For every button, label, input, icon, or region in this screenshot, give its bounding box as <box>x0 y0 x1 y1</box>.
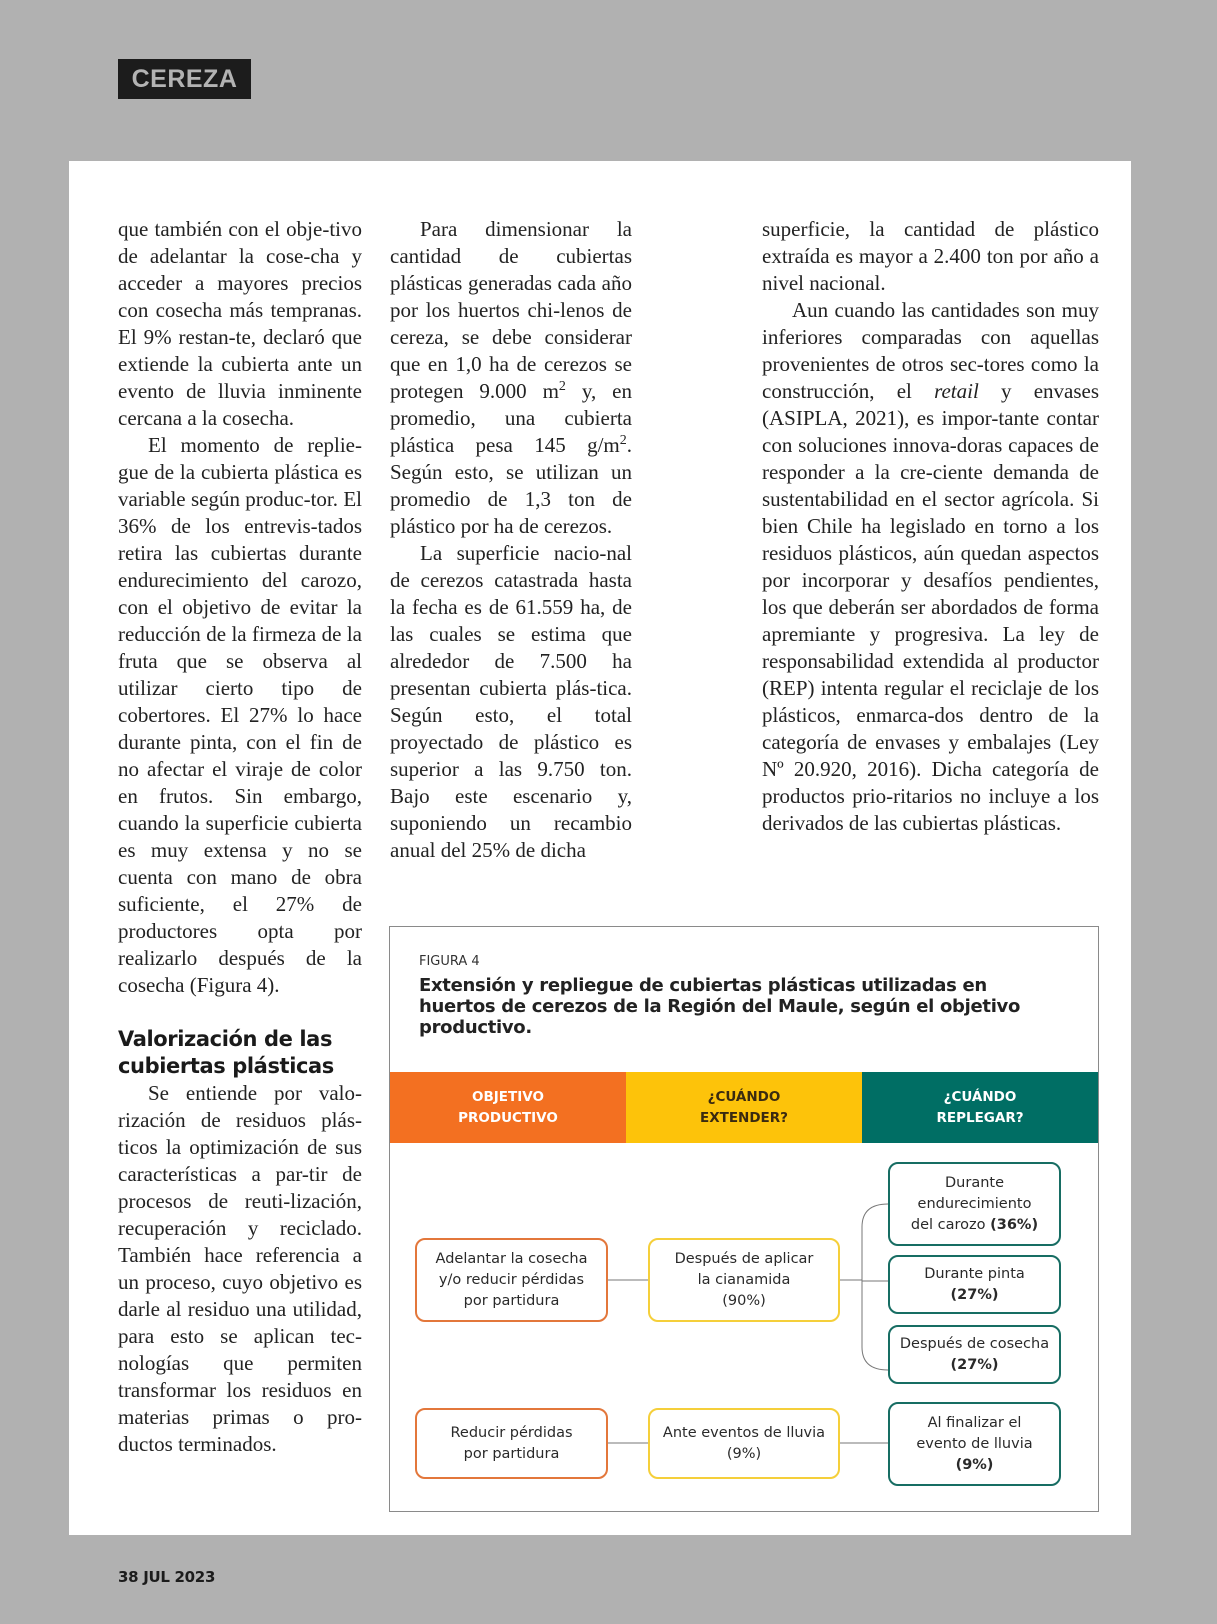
paragraph: Aun cuando las cantidades son muy inferiores comparadas con aquellas provenientes de otros sec-tores como la construcción, el retail y envases (ASIPLA, 2021), es impor-tante contar con soluciones innova-doras capaces de responder a la cre-ciente demanda de sustentabilidad en el sector agrícola. Si bien Chile ha legislado en torno a los residuos plásticos, aún quedan aspectos por incorporar y desafíos pendientes, los que deberán ser abordados de forma apremiante y progresiva. La ley de responsabilidad extendida al productor (REP) intenta regular el reciclaje de los plásticos, enmarca-dos dentro de la categoría de envases y embalajes (Ley Nº 20.920, 2016). Dicha categoría de productos prio-ritarios no incluye a los derivados de las cubiertas plásticas. <box>762 298 1100 835</box>
page-footer: 38 JUL 2023 <box>118 1568 216 1586</box>
paragraph: superficie, la cantidad de plástico extraída es mayor a 2.400 ton por año a nivel nacional. <box>762 217 1099 295</box>
bracket <box>862 1204 888 1370</box>
node-objective-reduce-cracking: Reducir pérdidas por partidura <box>415 1408 608 1479</box>
text-column-1 <box>118 216 362 1458</box>
node-extend-after-cyanamide: Después de aplicar la cianamida (90%) <box>648 1238 840 1322</box>
paragraph: que también con el obje-tivo de adelantar la cose-cha y acceder a mayores precios con cosecha más tempranas. El 9% restan-te, declaró que extiende la cubierta ante un evento de lluvia inminente cercana a la cosecha. <box>118 217 362 430</box>
node-retract-veraison: Durante pinta (27%) <box>888 1255 1061 1314</box>
paragraph: Para dimensionar la cantidad de cubiertas plásticas generadas cada año por los huertos chi-lenos de cereza, se debe considerar que en 1,0 ha de cerezos se protegen 9.000 $m^2$ y, en promedio, una cubierta plástica pesa 145 $g/m^2$. Según esto, se utilizan un promedio de 1,3 ton de plástico por ha de cerezos. <box>390 217 632 538</box>
header-objective: OBJETIVO PRODUCTIVO <box>390 1072 626 1143</box>
paragraph: La superficie nacio-nal de cerezos catastrada hasta la fecha es de 61.559 ha, de las cuales se estima que alrededor de 7.500 ha presentan cubierta plás-tica. Según esto, el total proyectado de plástico es superior a las 9.750 ton. Bajo este escenario y, suponiendo un recambio anual del 25% de dicha <box>390 541 632 862</box>
header-extend: ¿CUÁNDO EXTENDER? <box>626 1072 862 1143</box>
node-extend-rain-events: Ante eventos de lluvia (9%) <box>648 1408 840 1479</box>
node-retract-after-harvest: Después de cosecha (27%) <box>888 1325 1061 1384</box>
node-retract-after-rain: Al finalizar el evento de lluvia (9%) <box>888 1402 1061 1486</box>
paragraph: Se entiende por valo-rización de residuos plás-ticos la optimización de sus características a par-tir de procesos de reuti-lización, recuperación y reciclado. También hace referencia a un proceso, cuyo objetivo es darle al residuo una utilidad, para esto se aplican tec-nologías que permiten transformar los residuos en materias primas o pro-ductos terminados. <box>118 1081 362 1456</box>
figure-4 <box>389 926 1099 1512</box>
section-tag: CEREZA <box>118 59 251 99</box>
text-column-2 <box>390 216 632 864</box>
node-retract-pit-hardening: Durante endurecimiento del carozo (36%) <box>888 1162 1061 1246</box>
figure-label: FIGURA 4 <box>419 954 480 969</box>
figure-title: Extensión y repliegue de cubiertas plásticas utilizadas en huertos de cerezos de la Región del Maule, según el objetivo productivo. <box>419 975 1021 1038</box>
paragraph: El momento de replie-gue de la cubierta plástica es variable según produc-tor. El 36% de los entrevis-tados retira las cubiertas durante endurecimiento del carozo, con el objetivo de evitar la reducción de la firmeza de la fruta que se observa al utilizar cierto tipo de cobertores. El 27% lo hace durante pinta, con el fin de no afectar el viraje de color en frutos. Sin embargo, cuando la superficie cubierta es muy extensa y no se cuenta con mano de obra suficiente, el 27% de productores opta por realizarlo después de la cosecha (Figura 4). <box>118 433 362 997</box>
node-objective-advance-harvest: Adelantar la cosecha y/o reducir pérdidas por partidura <box>415 1238 608 1322</box>
section-heading: Valorización de las cubiertas plásticas <box>118 1027 334 1078</box>
header-retract: ¿CUÁNDO REPLEGAR? <box>862 1072 1098 1143</box>
text-column-3 <box>762 216 1099 837</box>
